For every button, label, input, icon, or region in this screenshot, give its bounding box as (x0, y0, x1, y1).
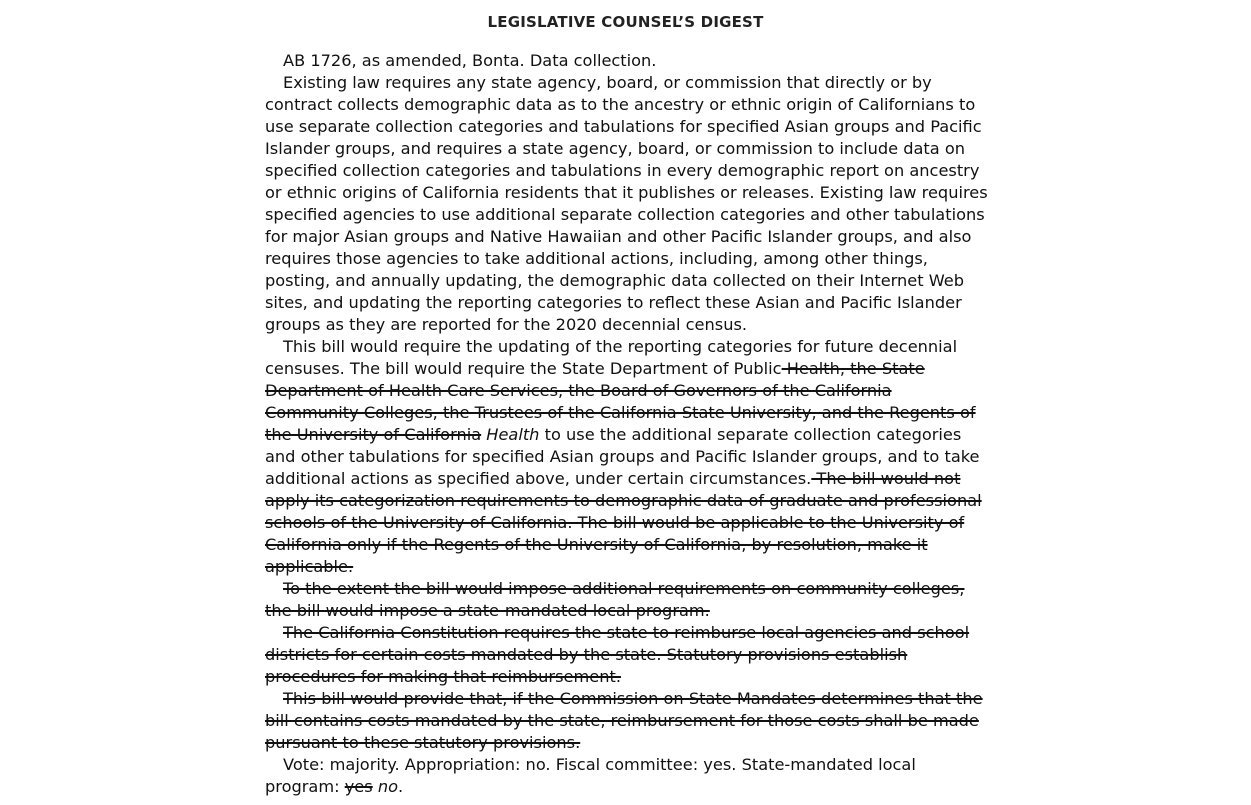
text-line: and other tabulations for specified Asian groups and Pacific Islander groups, and to take (265, 447, 980, 466)
text-line (265, 600, 1065, 622)
inserted-text: no (372, 777, 398, 796)
struck-text: the bill would impose a state-mandated local program. (265, 601, 710, 620)
struck-text: bill contains costs mandated by the state, reimbursement for those costs shall be made (265, 711, 979, 730)
text-line: or ethnic origins of California residents that it publishes or releases. Existing law requires (265, 183, 988, 202)
text-line (265, 358, 1065, 380)
plain-text: additional actions as specified above, under certain circumstances. (265, 469, 812, 488)
struck-text: This bill would provide that, if the Commission on State Mandates determines that the (283, 689, 983, 708)
plain-text: censuses. The bill would require the State Department of Public (265, 359, 782, 378)
struck-text: The bill would not (811, 469, 961, 488)
constitution-paragraph (265, 622, 1065, 688)
reimbursement-paragraph (265, 688, 1065, 754)
text-line (265, 776, 1065, 798)
text-line (265, 534, 1065, 556)
struck-text: Community Colleges, the Trustees of the California State University, and the Regents of (265, 403, 976, 422)
text-line: Vote: majority. Appropriation: no. Fiscal committee: yes. State-mandated local (283, 755, 916, 774)
text-line (265, 424, 1065, 446)
text-line: contract collects demographic data as to the ancestry or ethnic origin of Californians to (265, 95, 976, 114)
struck-text: procedures for making that reimbursement. (265, 667, 621, 686)
digest-body (265, 50, 1065, 798)
text-line: Existing law requires any state agency, board, or commission that directly or by (283, 73, 932, 92)
struck-text: Department of Health Care Services, the Board of Governors of the California (265, 381, 892, 400)
text-line (265, 512, 1065, 534)
text-line (265, 402, 1065, 424)
text-line (265, 556, 1065, 578)
text-line: specified agencies to use additional separate collection categories and other tabulations (265, 205, 985, 224)
text-line: for major Asian groups and Native Hawaiian and other Pacific Islander groups, and also (265, 227, 972, 246)
text-line (265, 644, 1065, 666)
existing-law-paragraph (265, 72, 1065, 336)
struck-text: schools of the University of California. The bill would be applicable to the University of (265, 513, 965, 532)
struck-text: Health, the State (781, 359, 925, 378)
struck-text: applicable. (265, 557, 354, 576)
plain-text: to use the additional separate collection categories (539, 425, 962, 444)
text-line (265, 622, 1065, 644)
digest-title: LEGISLATIVE COUNSEL’S DIGEST (487, 13, 764, 31)
text-line (265, 578, 1065, 600)
struck-text: To the extent the bill would impose additional requirements on community colleges, (283, 579, 965, 598)
inserted-text: Health (481, 425, 540, 444)
text-line (265, 490, 1065, 512)
bill-header-line: AB 1726, as amended, Bonta. Data collection. (283, 51, 657, 70)
text-line: use separate collection categories and tabulations for specified Asian groups and Pacific (265, 117, 982, 136)
text-line: groups as they are reported for the 2020 decennial census. (265, 315, 748, 334)
plain-text: program: (265, 777, 345, 796)
text-line: posting, and annually updating, the demographic data collected on their Internet Web (265, 271, 965, 290)
text-line: specified collection categories and tabulations in every demographic report on ancestry (265, 161, 980, 180)
text-line (265, 710, 1065, 732)
struck-text: yes (344, 777, 373, 796)
text-line (265, 468, 1065, 490)
text-line (265, 732, 1065, 754)
struck-text: districts for certain costs mandated by the state. Statutory provisions establish (265, 645, 908, 664)
text-line (265, 380, 1065, 402)
struck-text: apply its categorization requirements to demographic data of graduate and professional (265, 491, 982, 510)
bill-header (265, 50, 1065, 72)
struck-text: pursuant to these statutory provisions. (265, 733, 581, 752)
struck-text: The California Constitution requires the state to reimburse local agencies and school (283, 623, 970, 642)
text-line: This bill would require the updating of the reporting categories for future decennial (283, 337, 958, 356)
plain-text: . (398, 777, 404, 796)
struck-text: the University of California (265, 425, 482, 444)
text-line: requires those agencies to take additional actions, including, among other things, (265, 249, 928, 268)
text-line (265, 688, 1065, 710)
text-line: sites, and updating the reporting categories to reflect these Asian and Pacific Islander (265, 293, 962, 312)
text-line: Islander groups, and requires a state agency, board, or commission to include data on (265, 139, 965, 158)
bill-proposal-paragraph (265, 336, 1065, 578)
struck-text: California only if the Regents of the University of California, by resolution, make it (265, 535, 928, 554)
vote-paragraph (265, 754, 1065, 798)
text-line (265, 666, 1065, 688)
mandate-paragraph (265, 578, 1065, 622)
